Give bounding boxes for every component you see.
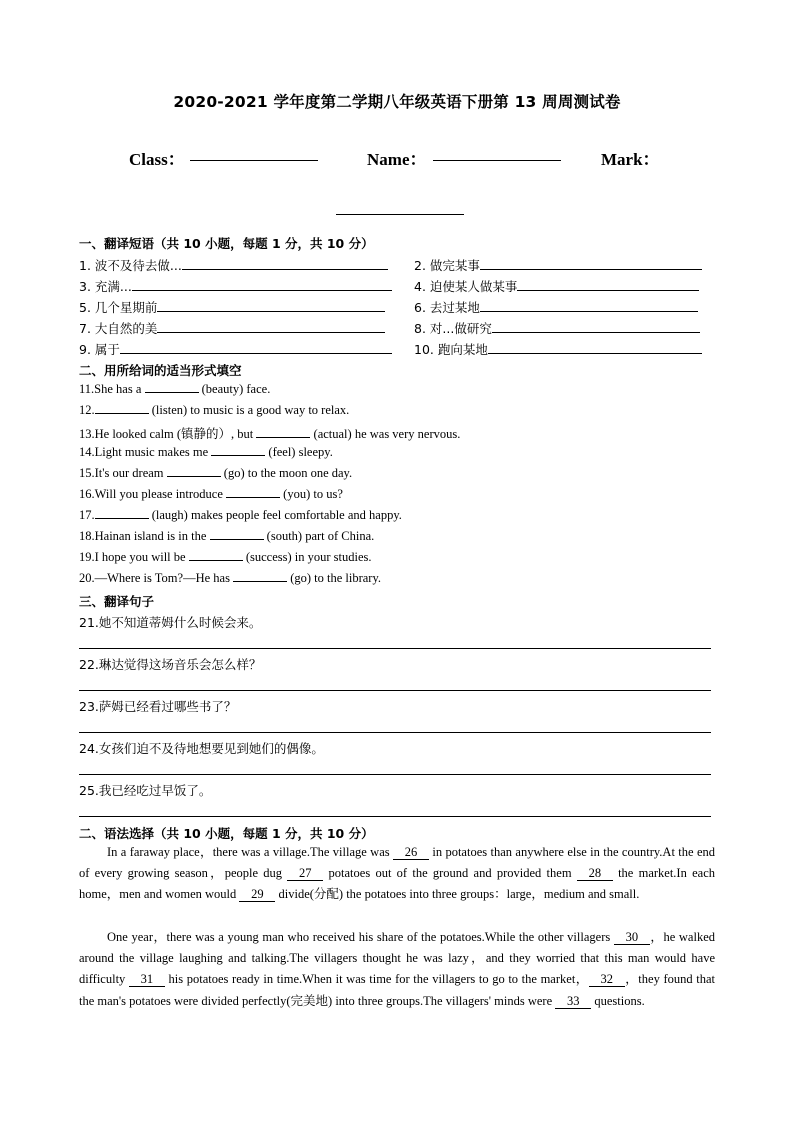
blank-29[interactable]: 29 bbox=[239, 888, 275, 902]
phrase-item: 7. 大自然的美 bbox=[79, 319, 385, 337]
fill-item: 15.It's our dream (go) to the moon one day. bbox=[79, 466, 353, 480]
name-label: Name： bbox=[367, 150, 427, 169]
phrase-item: 8. 对...做研究 bbox=[414, 319, 700, 337]
answer-line[interactable] bbox=[79, 732, 711, 733]
translate-item: 25.我已经吃过早饭了。 bbox=[79, 783, 212, 798]
fill-item: 14.Light music makes me (feel) sleepy. bbox=[79, 445, 333, 459]
answer-line[interactable] bbox=[492, 320, 700, 333]
answer-line[interactable] bbox=[488, 341, 702, 354]
blank-30[interactable]: 30 bbox=[614, 931, 650, 945]
answer-line[interactable] bbox=[120, 341, 392, 354]
answer-line[interactable] bbox=[157, 299, 385, 312]
fill-blank[interactable] bbox=[210, 529, 264, 540]
page-title: 2020-2021 学年度第二学期八年级英语下册第 13 周周测试卷 bbox=[173, 93, 621, 111]
fill-item: 16.Will you please introduce (you) to us? bbox=[79, 487, 343, 501]
phrase-item: 3. 充满... bbox=[79, 277, 392, 295]
answer-line[interactable] bbox=[157, 320, 385, 333]
section-4-heading: 二、语法选择（共 10 小题，每题 1 分，共 10 分） bbox=[79, 826, 374, 841]
blank-28[interactable]: 28 bbox=[577, 867, 613, 881]
answer-line[interactable] bbox=[79, 816, 711, 817]
fill-blank[interactable] bbox=[145, 382, 199, 393]
fill-item: 20.—Where is Tom?—He has (go) to the library. bbox=[79, 571, 382, 585]
passage-paragraph-1: In a faraway place，there was a village.The village was 26 in potatoes than anywhere else in the country.At the end of every growing season，people dug 27 potatoes out of the ground and provided them 28 the market.In each home，men and women would 29 divide(分配) the potatoes into three groups：large，medium and small. bbox=[79, 845, 715, 902]
section-1-heading: 一、翻译短语（共 10 小题，每题 1 分，共 10 分） bbox=[79, 236, 374, 251]
answer-line[interactable] bbox=[182, 257, 388, 270]
blank-31[interactable]: 31 bbox=[129, 973, 165, 987]
class-field[interactable] bbox=[190, 160, 318, 161]
mark-field[interactable] bbox=[336, 214, 464, 215]
phrase-item: 1. 波不及待去做... bbox=[79, 256, 388, 274]
answer-line[interactable] bbox=[517, 278, 699, 291]
translate-item: 23.萨姆已经看过哪些书了？ bbox=[79, 699, 237, 714]
fill-blank[interactable] bbox=[95, 508, 149, 519]
blank-27[interactable]: 27 bbox=[287, 867, 323, 881]
phrase-item: 9. 属于 bbox=[79, 340, 392, 358]
fill-item: 13.He looked calm (镇静的）, but (actual) he was very nervous. bbox=[79, 427, 461, 441]
answer-line[interactable] bbox=[132, 278, 392, 291]
fill-item: 18.Hainan island is in the (south) part of China. bbox=[79, 529, 375, 543]
fill-blank[interactable] bbox=[233, 571, 287, 582]
blank-26[interactable]: 26 bbox=[393, 846, 429, 860]
class-label: Class： bbox=[129, 150, 185, 169]
phrase-item: 2. 做完某事 bbox=[414, 256, 702, 274]
fill-item: 12. (listen) to music is a good way to relax. bbox=[79, 403, 350, 417]
mark-label: Mark： bbox=[601, 150, 660, 169]
translate-item: 22.琳达觉得这场音乐会怎么样？ bbox=[79, 657, 262, 672]
translate-item: 21.她不知道蒂姆什么时候会来。 bbox=[79, 615, 262, 630]
phrase-item: 4. 迫使某人做某事 bbox=[414, 277, 699, 295]
answer-line[interactable] bbox=[480, 257, 702, 270]
section-2-heading: 二、用所给词的适当形式填空 bbox=[79, 363, 242, 378]
fill-blank[interactable] bbox=[189, 550, 243, 561]
passage-paragraph-2: One year，there was a young man who received his share of the potatoes.While the other villagers 30 ，he walked around the village laughing and talking.The villagers thought he was lazy，and they worried that this man would have difficulty 31 his potatoes ready in time.When it was time for the villagers to go to the market， 32 ，they found that the man's potatoes were divided perfectly(完美地) into three groups.The villagers' minds were 33 questions. bbox=[79, 930, 715, 1008]
fill-blank[interactable] bbox=[211, 445, 265, 456]
answer-line[interactable] bbox=[79, 690, 711, 691]
name-field[interactable] bbox=[433, 160, 561, 161]
fill-item: 19.I hope you will be (success) in your studies. bbox=[79, 550, 372, 564]
translate-item: 24.女孩们迫不及待地想要见到她们的偶像。 bbox=[79, 741, 324, 756]
blank-33[interactable]: 33 bbox=[555, 995, 591, 1009]
section-3-heading: 三、翻译句子 bbox=[79, 594, 155, 609]
answer-line[interactable] bbox=[79, 648, 711, 649]
blank-32[interactable]: 32 bbox=[589, 973, 625, 987]
fill-blank[interactable] bbox=[167, 466, 221, 477]
fill-blank[interactable] bbox=[256, 427, 310, 438]
answer-line[interactable] bbox=[79, 774, 711, 775]
phrase-item: 10. 跑向某地 bbox=[414, 340, 702, 358]
answer-line[interactable] bbox=[480, 299, 698, 312]
fill-blank[interactable] bbox=[226, 487, 280, 498]
fill-item: 17. (laugh) makes people feel comfortable and happy. bbox=[79, 508, 402, 522]
phrase-item: 5. 几个星期前 bbox=[79, 298, 385, 316]
fill-item: 11.She has a (beauty) face. bbox=[79, 382, 271, 396]
fill-blank[interactable] bbox=[95, 403, 149, 414]
phrase-item: 6. 去过某地 bbox=[414, 298, 698, 316]
